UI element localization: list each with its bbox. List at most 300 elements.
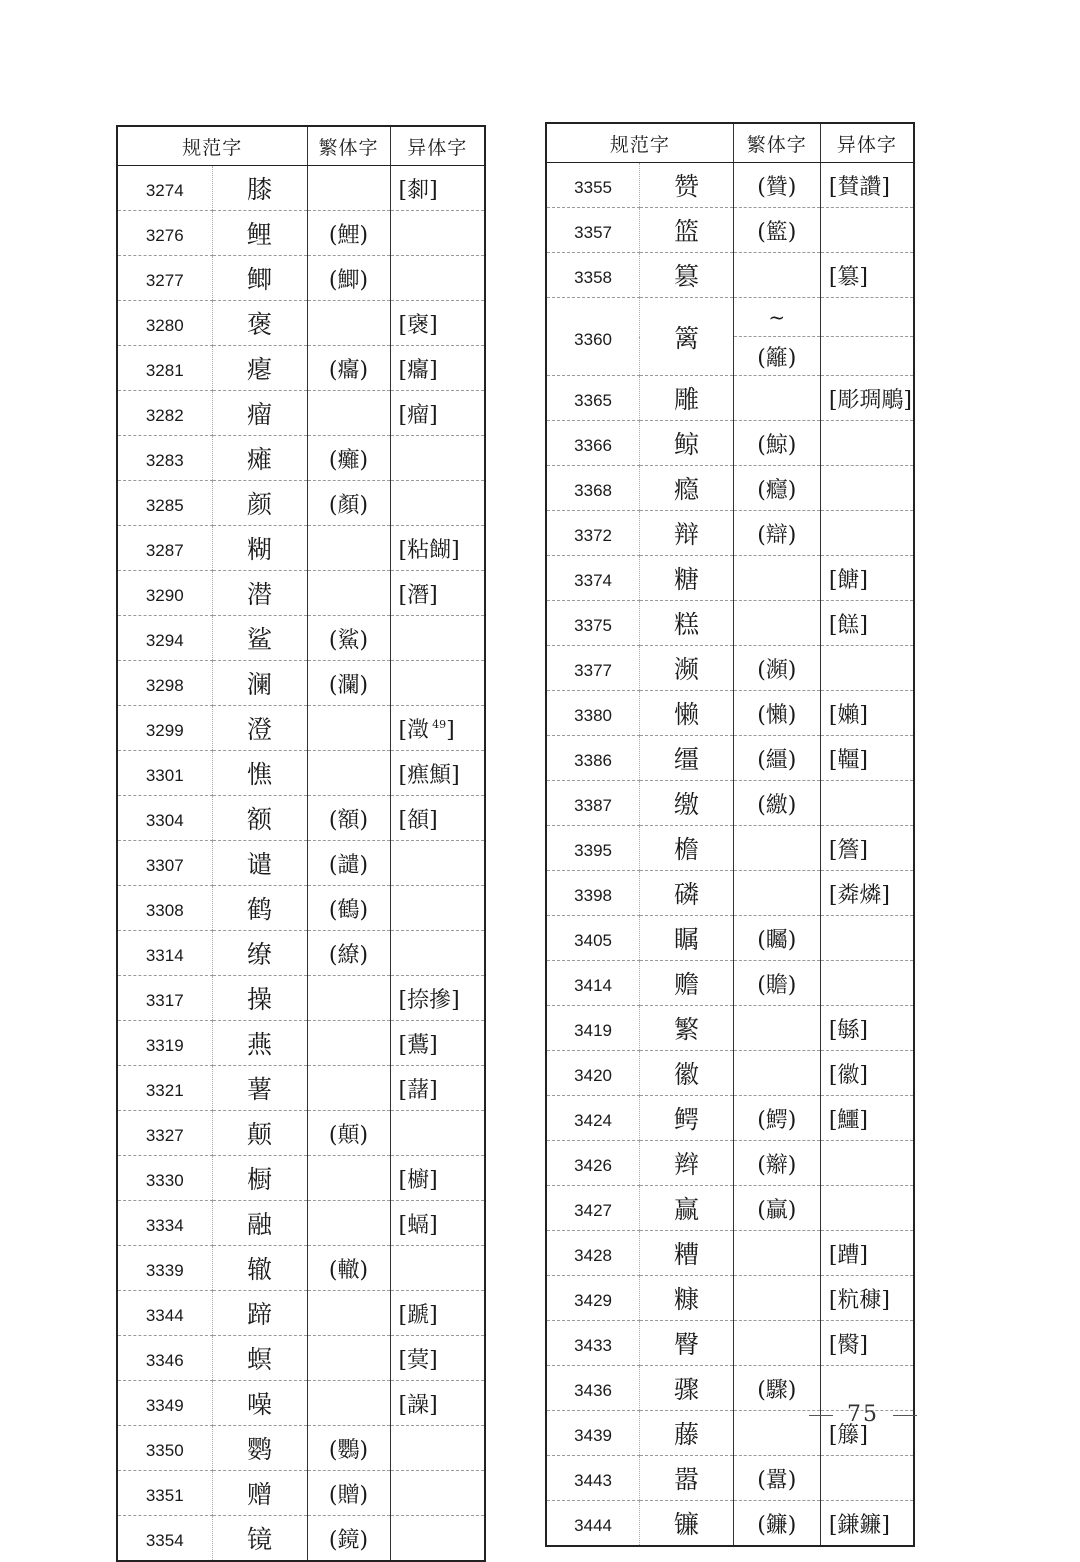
standard-char: 檐 bbox=[640, 826, 734, 871]
entry-number: 3287 bbox=[117, 526, 212, 571]
standard-char: 鲸 bbox=[640, 421, 734, 466]
traditional-char: (癮) bbox=[733, 466, 820, 511]
standard-char: 嚣 bbox=[640, 1456, 734, 1501]
variant-char: [癟] bbox=[390, 346, 485, 391]
table-row bbox=[546, 1051, 914, 1096]
entry-number: 3346 bbox=[117, 1336, 212, 1381]
traditional-char: (懶) bbox=[733, 691, 820, 736]
variant-char: [餹] bbox=[820, 556, 914, 601]
entry-number: 3280 bbox=[117, 301, 212, 346]
standard-char: 潜 bbox=[212, 571, 307, 616]
traditional-char: (鐮) bbox=[733, 1501, 820, 1547]
variant-char: [臋] bbox=[820, 1321, 914, 1366]
standard-char: 澜 bbox=[212, 661, 307, 706]
table-row bbox=[117, 661, 485, 706]
entry-number: 3307 bbox=[117, 841, 212, 886]
entry-number: 3298 bbox=[117, 661, 212, 706]
entry-number: 3330 bbox=[117, 1156, 212, 1201]
variant-char: [鱷] bbox=[820, 1096, 914, 1141]
table-row bbox=[117, 1201, 485, 1246]
table-row bbox=[546, 208, 914, 253]
table-row bbox=[117, 211, 485, 256]
traditional-char: (矚) bbox=[733, 916, 820, 961]
traditional-char: (籃) bbox=[733, 208, 820, 253]
entry-number: 3419 bbox=[546, 1006, 640, 1051]
table-row bbox=[546, 646, 914, 691]
variant-char bbox=[390, 1111, 485, 1156]
traditional-char: (驟) bbox=[733, 1366, 820, 1411]
traditional-char bbox=[307, 571, 390, 616]
header-traditional: 繁体字 bbox=[307, 126, 390, 166]
traditional-char bbox=[307, 1201, 390, 1246]
traditional-char: (繳) bbox=[733, 781, 820, 826]
footnote-marker: 49 bbox=[432, 718, 447, 732]
table-row bbox=[546, 376, 914, 421]
entry-number: 3429 bbox=[546, 1276, 640, 1321]
variant-char: [蹏] bbox=[390, 1291, 485, 1336]
variant-char bbox=[820, 208, 914, 253]
standard-char: 颜 bbox=[212, 481, 307, 526]
table-row bbox=[546, 736, 914, 781]
entry-number: 3443 bbox=[546, 1456, 640, 1501]
entry-number: 3282 bbox=[117, 391, 212, 436]
variant-char: [餻] bbox=[820, 601, 914, 646]
standard-char: 篡 bbox=[640, 253, 734, 298]
entry-number: 3398 bbox=[546, 871, 640, 916]
entry-number: 3368 bbox=[546, 466, 640, 511]
variant-char: [籐] bbox=[820, 1411, 914, 1456]
char-table-right bbox=[545, 122, 915, 1547]
variant-char bbox=[820, 337, 914, 376]
entry-number: 3344 bbox=[117, 1291, 212, 1336]
variant-char: [韁] bbox=[820, 736, 914, 781]
variant-char bbox=[820, 1186, 914, 1231]
traditional-char: (鯨) bbox=[733, 421, 820, 466]
standard-char: 赞 bbox=[640, 163, 734, 208]
standard-char: 瘪 bbox=[212, 346, 307, 391]
standard-char: 藤 bbox=[640, 1411, 734, 1456]
variant-char bbox=[390, 211, 485, 256]
table-row bbox=[546, 916, 914, 961]
table-row bbox=[546, 1501, 914, 1547]
variant-char bbox=[390, 661, 485, 706]
variant-char: [譟] bbox=[390, 1381, 485, 1426]
variant-close-bracket: ] bbox=[446, 717, 455, 743]
traditional-char: (癱) bbox=[307, 436, 390, 481]
traditional-char: (辮) bbox=[733, 1141, 820, 1186]
table-row bbox=[117, 391, 485, 436]
traditional-char: (鯊) bbox=[307, 616, 390, 661]
table-row bbox=[117, 931, 485, 976]
standard-char: 辩 bbox=[640, 511, 734, 556]
traditional-char bbox=[307, 301, 390, 346]
variant-char: [瘤] bbox=[390, 391, 485, 436]
entry-number: 3351 bbox=[117, 1471, 212, 1516]
standard-char: 螟 bbox=[212, 1336, 307, 1381]
traditional-char bbox=[733, 253, 820, 298]
table-header-row bbox=[117, 126, 485, 166]
standard-char: 谴 bbox=[212, 841, 307, 886]
entry-number: 3357 bbox=[546, 208, 640, 253]
table-row bbox=[546, 253, 914, 298]
traditional-char bbox=[307, 1021, 390, 1066]
entry-number: 3314 bbox=[117, 931, 212, 976]
standard-char: 颠 bbox=[212, 1111, 307, 1156]
table-row bbox=[117, 571, 485, 616]
entry-number: 3277 bbox=[117, 256, 212, 301]
table-row bbox=[546, 601, 914, 646]
standard-char: 澄 bbox=[212, 706, 307, 751]
traditional-char: (鶴) bbox=[307, 886, 390, 931]
traditional-char: (轍) bbox=[307, 1246, 390, 1291]
table-row bbox=[546, 1006, 914, 1051]
entry-number: 3276 bbox=[117, 211, 212, 256]
entry-number: 3372 bbox=[546, 511, 640, 556]
variant-char: [簷] bbox=[820, 826, 914, 871]
table-row bbox=[117, 706, 485, 751]
table-row bbox=[117, 976, 485, 1021]
table-header-row bbox=[546, 123, 914, 163]
entry-number: 3321 bbox=[117, 1066, 212, 1111]
variant-char bbox=[390, 1516, 485, 1562]
entry-number: 3283 bbox=[117, 436, 212, 481]
variant-char: [螎] bbox=[390, 1201, 485, 1246]
variant-char: [厀] bbox=[398, 177, 438, 203]
standard-char: 蹄 bbox=[212, 1291, 307, 1336]
table-row bbox=[117, 886, 485, 931]
page-number: 75 bbox=[847, 1402, 879, 1427]
traditional-char: (籬) bbox=[733, 337, 820, 376]
traditional-char: (顛) bbox=[307, 1111, 390, 1156]
variant-char bbox=[820, 916, 914, 961]
variant-char: [粘餬] bbox=[390, 526, 485, 571]
traditional-char bbox=[733, 1006, 820, 1051]
table-row bbox=[546, 1321, 914, 1366]
standard-char: 骤 bbox=[640, 1366, 734, 1411]
variant-char bbox=[390, 886, 485, 931]
traditional-char: (鯉) bbox=[307, 211, 390, 256]
table-row bbox=[117, 1516, 485, 1562]
table-row bbox=[117, 1066, 485, 1111]
entry-number: 3274 bbox=[117, 166, 212, 211]
standard-char: 缴 bbox=[640, 781, 734, 826]
left-table-body bbox=[117, 166, 485, 1562]
variant-char: [粦燐] bbox=[820, 871, 914, 916]
right-table-body bbox=[546, 163, 914, 1547]
header-variant: 异体字 bbox=[390, 126, 485, 166]
traditional-char: (贏) bbox=[733, 1186, 820, 1231]
standard-char: 糟 bbox=[640, 1231, 734, 1276]
variant-char: [襃] bbox=[390, 301, 485, 346]
traditional-char bbox=[733, 871, 820, 916]
standard-char: 磷 bbox=[640, 871, 734, 916]
standard-char: 鹦 bbox=[212, 1426, 307, 1471]
entry-number: 3319 bbox=[117, 1021, 212, 1066]
entry-number: 3339 bbox=[117, 1246, 212, 1291]
char-table-left bbox=[116, 125, 486, 1562]
entry-number: 3349 bbox=[117, 1381, 212, 1426]
table-row bbox=[117, 481, 485, 526]
standard-char: 赠 bbox=[212, 1471, 307, 1516]
table-row bbox=[546, 1276, 914, 1321]
variant-char: [蓂] bbox=[390, 1336, 485, 1381]
traditional-char: (顏) bbox=[307, 481, 390, 526]
header-standard: 规范字 bbox=[546, 123, 733, 163]
traditional-char: (贊) bbox=[733, 163, 820, 208]
standard-char: 糊 bbox=[212, 526, 307, 571]
table-row bbox=[546, 298, 914, 337]
entry-number: 3358 bbox=[546, 253, 640, 298]
traditional-char bbox=[733, 1321, 820, 1366]
traditional-char: (贍) bbox=[733, 961, 820, 1006]
traditional-char bbox=[733, 1051, 820, 1096]
footer-dash-left bbox=[809, 1415, 833, 1416]
variant-char bbox=[390, 841, 485, 886]
entry-number: 3304 bbox=[117, 796, 212, 841]
traditional-char bbox=[733, 601, 820, 646]
standard-char: 辫 bbox=[640, 1141, 734, 1186]
traditional-char: (瀕) bbox=[733, 646, 820, 691]
variant-char bbox=[820, 646, 914, 691]
standard-char: 鲤 bbox=[212, 211, 307, 256]
entry-number: 3405 bbox=[546, 916, 640, 961]
standard-char: 赡 bbox=[640, 961, 734, 1006]
traditional-char bbox=[307, 751, 390, 796]
variant-char bbox=[390, 1471, 485, 1516]
traditional-char bbox=[307, 526, 390, 571]
entry-number: 3366 bbox=[546, 421, 640, 466]
variant-char bbox=[390, 436, 485, 481]
standard-char: 糠 bbox=[640, 1276, 734, 1321]
table-row bbox=[117, 1471, 485, 1516]
traditional-char bbox=[307, 706, 390, 751]
variant-char: [賛讚] bbox=[828, 174, 890, 200]
variant-char bbox=[820, 1456, 914, 1501]
variant-char bbox=[390, 706, 485, 751]
entry-number: 3365 bbox=[546, 376, 640, 421]
footer-dash-right bbox=[893, 1415, 917, 1416]
traditional-char: (鯽) bbox=[307, 256, 390, 301]
standard-char: 膝 bbox=[212, 166, 307, 211]
entry-number: 3334 bbox=[117, 1201, 212, 1246]
variant-char: [徽] bbox=[820, 1051, 914, 1096]
variant-char bbox=[820, 298, 914, 337]
table-row bbox=[546, 1141, 914, 1186]
table-row bbox=[117, 616, 485, 661]
header-traditional: 繁体字 bbox=[733, 123, 820, 163]
entry-number: 3386 bbox=[546, 736, 640, 781]
entry-number: 3414 bbox=[546, 961, 640, 1006]
standard-char: 褒 bbox=[212, 301, 307, 346]
standard-char: 缭 bbox=[212, 931, 307, 976]
entry-number: 3281 bbox=[117, 346, 212, 391]
traditional-char: (繚) bbox=[307, 931, 390, 976]
standard-char: 徽 bbox=[640, 1051, 734, 1096]
table-row bbox=[117, 526, 485, 571]
standard-char: 糖 bbox=[640, 556, 734, 601]
variant-char: [藷] bbox=[390, 1066, 485, 1111]
traditional-char bbox=[733, 826, 820, 871]
standard-char: 憔 bbox=[212, 751, 307, 796]
variant-char bbox=[390, 1246, 485, 1291]
standard-char: 鹤 bbox=[212, 886, 307, 931]
table-row bbox=[117, 1381, 485, 1426]
table-row bbox=[117, 1156, 485, 1201]
header-variant: 异体字 bbox=[820, 123, 914, 163]
entry-number: 3285 bbox=[117, 481, 212, 526]
traditional-char bbox=[307, 1291, 390, 1336]
table-row bbox=[117, 1291, 485, 1336]
entry-number: 3377 bbox=[546, 646, 640, 691]
traditional-char bbox=[307, 1066, 390, 1111]
entry-number: 3433 bbox=[546, 1321, 640, 1366]
table-row bbox=[546, 163, 914, 208]
header-standard: 规范字 bbox=[117, 126, 307, 166]
variant-char: [粇穅] bbox=[820, 1276, 914, 1321]
entry-number: 3420 bbox=[546, 1051, 640, 1096]
variant-char: [潛] bbox=[390, 571, 485, 616]
variant-char: [緐] bbox=[820, 1006, 914, 1051]
standard-char: 镰 bbox=[640, 1501, 734, 1547]
table-row bbox=[546, 961, 914, 1006]
variant-char bbox=[820, 1141, 914, 1186]
table-row bbox=[117, 346, 485, 391]
table-row bbox=[546, 556, 914, 601]
traditional-char: (鰐) bbox=[733, 1096, 820, 1141]
variant-char bbox=[820, 781, 914, 826]
variant-char: [癄顦] bbox=[390, 751, 485, 796]
entry-number: 3354 bbox=[117, 1516, 212, 1562]
standard-char: 鲨 bbox=[212, 616, 307, 661]
standard-char: 瞩 bbox=[640, 916, 734, 961]
table-row bbox=[546, 1096, 914, 1141]
traditional-char: (贈) bbox=[307, 1471, 390, 1516]
standard-char: 赢 bbox=[640, 1186, 734, 1231]
standard-char: 缰 bbox=[640, 736, 734, 781]
table-row bbox=[117, 1246, 485, 1291]
table-row bbox=[546, 1186, 914, 1231]
standard-char: 鲫 bbox=[212, 256, 307, 301]
table-row bbox=[117, 1336, 485, 1381]
standard-char: 雕 bbox=[640, 376, 734, 421]
traditional-char: (囂) bbox=[733, 1456, 820, 1501]
variant-char: [櫥] bbox=[390, 1156, 485, 1201]
entry-number: 3317 bbox=[117, 976, 212, 1021]
variant-char bbox=[390, 256, 485, 301]
traditional-char: (額) bbox=[307, 796, 390, 841]
traditional-char: (鏡) bbox=[307, 1516, 390, 1562]
entry-number: 3426 bbox=[546, 1141, 640, 1186]
traditional-char: (辯) bbox=[733, 511, 820, 556]
standard-char: 濒 bbox=[640, 646, 734, 691]
traditional-char bbox=[307, 1336, 390, 1381]
standard-char: 薯 bbox=[212, 1066, 307, 1111]
standard-char: 瘫 bbox=[212, 436, 307, 481]
entry-number: 3350 bbox=[117, 1426, 212, 1471]
variant-char: [蹧] bbox=[820, 1231, 914, 1276]
entry-number: 3427 bbox=[546, 1186, 640, 1231]
standard-char: 橱 bbox=[212, 1156, 307, 1201]
entry-number: 3301 bbox=[117, 751, 212, 796]
entry-number: 3380 bbox=[546, 691, 640, 736]
standard-char: 操 bbox=[212, 976, 307, 1021]
table-row bbox=[546, 691, 914, 736]
variant-char: [彫琱鵰] bbox=[820, 376, 914, 421]
entry-number: 3439 bbox=[546, 1411, 640, 1456]
traditional-char bbox=[733, 376, 820, 421]
traditional-char: (譴) bbox=[307, 841, 390, 886]
table-row bbox=[546, 826, 914, 871]
traditional-char bbox=[307, 391, 390, 436]
entry-number: 3436 bbox=[546, 1366, 640, 1411]
table-row bbox=[117, 751, 485, 796]
standard-char: 糕 bbox=[640, 601, 734, 646]
entry-number: 3299 bbox=[117, 706, 212, 751]
table-row bbox=[117, 796, 485, 841]
table-row bbox=[117, 841, 485, 886]
standard-char: 燕 bbox=[212, 1021, 307, 1066]
traditional-char bbox=[733, 1231, 820, 1276]
variant-char bbox=[820, 466, 914, 511]
variant-char bbox=[390, 481, 485, 526]
table-row bbox=[546, 1456, 914, 1501]
entry-number: 3294 bbox=[117, 616, 212, 661]
traditional-char: (鸚) bbox=[307, 1426, 390, 1471]
table-row bbox=[117, 301, 485, 346]
traditional-char bbox=[307, 166, 390, 211]
variant-char bbox=[390, 616, 485, 661]
standard-char: 鳄 bbox=[640, 1096, 734, 1141]
variant-char: [捺摻] bbox=[390, 976, 485, 1021]
entry-number: 3428 bbox=[546, 1231, 640, 1276]
variant-char bbox=[390, 931, 485, 976]
entry-number: 3375 bbox=[546, 601, 640, 646]
entry-number: 3355 bbox=[546, 163, 640, 208]
traditional-char: ~ bbox=[733, 298, 820, 337]
table-row bbox=[117, 166, 485, 211]
table-row bbox=[546, 421, 914, 466]
standard-char: 融 bbox=[212, 1201, 307, 1246]
table-row bbox=[117, 1426, 485, 1471]
standard-char: 臀 bbox=[640, 1321, 734, 1366]
standard-char: 篮 bbox=[640, 208, 734, 253]
table-row bbox=[117, 436, 485, 481]
table-row bbox=[546, 871, 914, 916]
traditional-char bbox=[733, 556, 820, 601]
traditional-char: (瀾) bbox=[307, 661, 390, 706]
entry-number: 3290 bbox=[117, 571, 212, 616]
variant-char: [鎌鐮] bbox=[820, 1501, 914, 1547]
entry-number: 3327 bbox=[117, 1111, 212, 1156]
standard-char: 瘤 bbox=[212, 391, 307, 436]
standard-char: 辙 bbox=[212, 1246, 307, 1291]
variant-char: [鷰] bbox=[390, 1021, 485, 1066]
traditional-char: (癟) bbox=[307, 346, 390, 391]
standard-char: 瘾 bbox=[640, 466, 734, 511]
standard-char: 额 bbox=[212, 796, 307, 841]
standard-char: 懒 bbox=[640, 691, 734, 736]
variant-char bbox=[820, 961, 914, 1006]
traditional-char: (繮) bbox=[733, 736, 820, 781]
standard-char: 篱 bbox=[640, 298, 734, 376]
table-row bbox=[546, 781, 914, 826]
standard-char: 噪 bbox=[212, 1381, 307, 1426]
standard-char: 繁 bbox=[640, 1006, 734, 1051]
entry-number: 3395 bbox=[546, 826, 640, 871]
entry-number: 3387 bbox=[546, 781, 640, 826]
table-row bbox=[546, 466, 914, 511]
entry-number: 3444 bbox=[546, 1501, 640, 1547]
